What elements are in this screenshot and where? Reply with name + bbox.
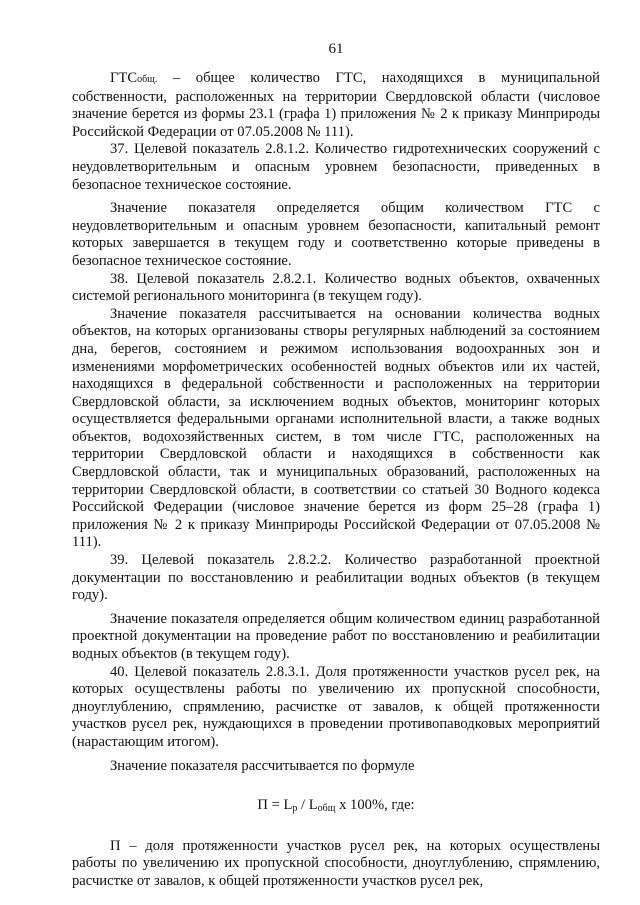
formula-rhs: x 100%, где:	[335, 797, 415, 814]
gts-subscript: общ.	[137, 74, 158, 85]
paragraph-indicator-38: 38. Целевой показатель 2.8.2.1. Количество водных объектов, охваченных системой регионального мониторинга (в текущем году).	[72, 270, 600, 305]
formula	[72, 797, 600, 818]
page-number: 61	[328, 41, 344, 57]
formula-sub-total: общ	[317, 803, 336, 815]
paragraph-formula-definition: П – доля протяженности участков русел рек, на которых осуществлены работы по увеличению их пропускной способности, дноуглублению, спрямлению, расчистке от завалов, к общей протяженности участков русел рек,	[72, 837, 600, 889]
gts-term: ГТС	[110, 70, 138, 86]
paragraph-indicator-40: 40. Целевой показатель 2.8.3.1. Доля протяженности участков русел рек, на которых осуществлены работы по увеличению их пропускной способности, дноуглублению, спрямлению, расчистке от завалов, к общей протяженности участков русел рек, нуждающихся в проведении противопаводковых мероприятий (нарастающим итогом).	[72, 663, 600, 750]
formula-lhs: П = L	[257, 797, 293, 814]
paragraph-indicator-39-value: Значение показателя определяется общим количеством единиц разработанной проектной документации на проведение работ по восстановлению и реабилитации водных объектов (в текущем году).	[72, 610, 600, 662]
paragraph-indicator-38-value: Значение показателя рассчитывается на основании количества водных объектов, на которых организованы створы регулярных наблюдений за состоянием дна, берегов, состоянием и режимом использования водоохранных зон и изменениями морфометрических особенностей водных объектов или их частей, находящихся в федеральной собственности и расположенных на территории Свердловской области, за исключением водных объектов, мониторинг которых осуществляется федеральными органами исполнительной власти, а также водных объектов, водохозяйственных систем, в том числе ГТС, расположенных на территории Свердловской области и находящихся в собственности как Свердловской области, так и муниципальных образований, расположенных на территории Свердловской области, в соответствии со статьей 30 Водного кодекса Российской Федерации (числовое значение берется из форм 25–28 (графа 1) приложения № 2 к приказу Минприроды Российской Федерации от 07.05.2008 № 111).	[72, 305, 600, 551]
gts-definition-text: – общее количество ГТС, находящихся в муниципальной собственности, расположенных на территории Свердловской области (числовое значение берется из формы 23.1 (графа 1) приложения № 2 к приказу Минприроды Российской Федерации от 07.05.2008 № 111).	[72, 70, 600, 140]
paragraph-gts-definition	[72, 70, 600, 141]
document-page	[72, 40, 600, 891]
paragraph-indicator-37: 37. Целевой показатель 2.8.1.2. Количество гидротехнических сооружений с неудовлетворительным и опасным уровнем безопасности, приведенных в безопасное техническое состояние.	[72, 141, 600, 193]
paragraph-indicator-39: 39. Целевой показатель 2.8.2.2. Количество разработанной проектной документации по восстановлению и реабилитации водных объектов (в текущем году).	[72, 552, 600, 604]
formula-sub-r: р	[292, 803, 298, 815]
formula-mid: / L	[297, 797, 318, 814]
paragraph-indicator-37-value: Значение показателя определяется общим количеством ГТС с неудовлетворительным и опасным уровнем безопасности, капитальный ремонт которых завершается в текущем году и соответственно которые приведены в безопасное техническое состояние.	[72, 200, 600, 269]
paragraph-formula-intro: Значение показателя рассчитывается по формуле	[110, 757, 415, 774]
